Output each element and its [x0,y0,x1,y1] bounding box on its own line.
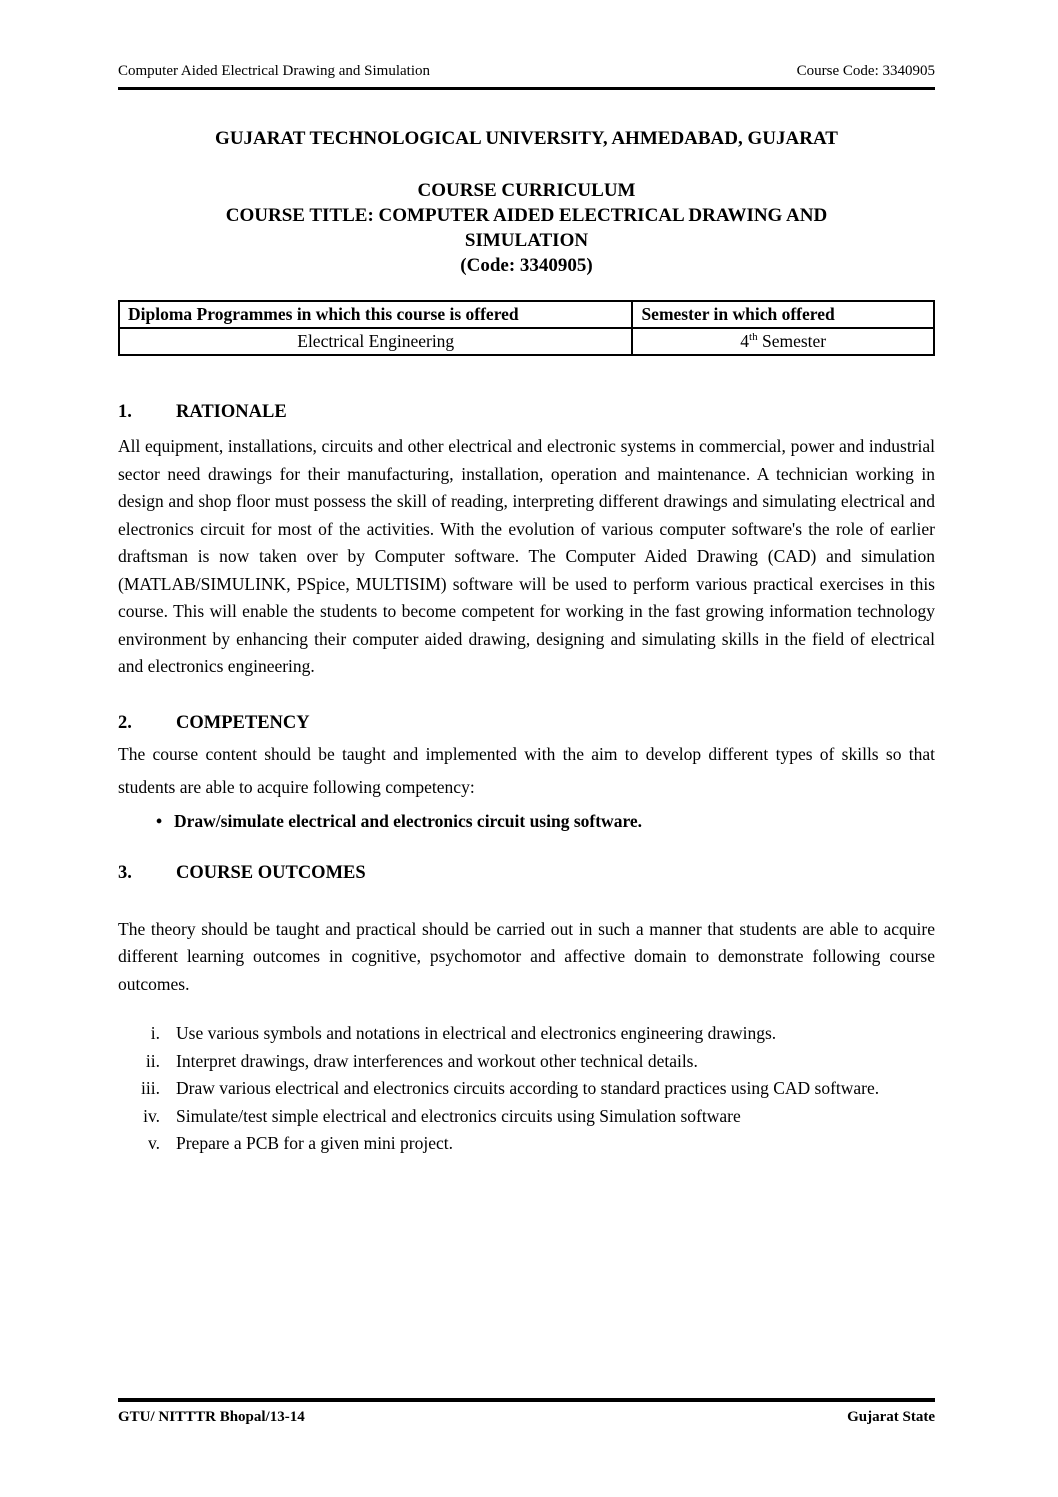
header-course-title: Computer Aided Electrical Drawing and Simulation [118,63,431,79]
university-title: GUJARAT TECHNOLOGICAL UNIVERSITY, AHMEDABAD, GUJARAT [215,128,838,149]
section-heading-rationale [118,400,935,425]
course-curriculum-title: COURSE CURRICULUM [417,180,636,201]
footer-right: Gujarat State [847,1409,935,1425]
competency-paragraph: The course content should be taught and implemented with the aim to develop different types of skills so that students are able to acquire following competency: [118,743,935,797]
offer-table [118,300,935,356]
outcome-item [118,1130,935,1158]
running-footer [118,1398,935,1426]
outcome-text: Prepare a PCB for a given mini project. [176,1133,454,1153]
course-code-line: (Code: 3340905) [460,255,593,276]
competency-bullet-item [156,808,935,835]
header-course-code: Course Code: 3340905 [796,63,935,79]
rationale-paragraph: All equipment, installations, circuits and other electrical and electronic systems in commercial, power and industrial sector need drawings for their manufacturing, installation, operation and maintenance. A technician working in design and shop floor must possess the skill of reading, interpreting different drawings and simulating electrical and electronics circuit for most of the activities. With the evolution of various computer software's the role of earlier draftsman is now taken over by Computer software. The Computer Aided Drawing (CAD) and simulation (MATLAB/SIMULINK, PSpice, MULTISIM) software will be used to perform various practical exercises in this course. This will enable the students to become competent for working in the fast growing information technology environment by enhancing their computer aided drawing, designing and simulating skills in the field of electrical and electronics engineering. [118,436,935,676]
offer-table-header-programmes: Diploma Programmes in which this course is offered [119,301,632,328]
outcome-item [118,1075,935,1103]
outcomes-paragraph: The theory should be taught and practical should be carried out in such a manner that students are able to acquire different learning outcomes in cognitive, psychomotor and affective domain to demonstrate following course outcomes. [118,918,935,994]
section-number-outcomes: 3. [118,862,132,883]
section-title-competency: COMPETENCY [176,712,310,733]
offer-table-header-semester: Semester in which offered [632,301,934,328]
outcome-numeral: ii. [145,1050,160,1071]
outcome-numeral: v. [148,1133,160,1153]
section-title-rationale: RATIONALE [176,402,287,422]
semester-ordinal: th [749,331,758,344]
outcome-numeral: iv. [143,1105,160,1126]
section-heading-outcomes [118,861,935,886]
offer-table-data-row [119,328,934,355]
section-number-rationale: 1. [118,402,132,422]
section-title-outcomes: COURSE OUTCOMES [176,862,366,883]
bullet-icon: • [156,810,163,831]
running-header [118,0,935,90]
semester-label: Semester [757,331,827,351]
outcome-text: Draw various electrical and electronics circuits according to standard practices using CAD software. [176,1078,880,1098]
outcome-item [118,1020,935,1048]
offer-table-programme-cell: Electrical Engineering [119,328,632,355]
outcomes-list [118,1020,935,1158]
outcome-numeral: i. [150,1023,160,1043]
section-number-competency: 2. [118,712,132,733]
competency-bullet-text: Draw/simulate electrical and electronics circuit using software. [174,810,643,831]
page-content [118,0,935,1158]
semester-number: 4 [740,331,750,351]
course-title: COURSE TITLE: COMPUTER AIDED ELECTRICAL DRAWING AND SIMULATION [225,205,828,251]
outcome-text: Interpret drawings, draw interferences and workout other technical details. [176,1050,698,1071]
footer-left: GTU/ NITTTR Bhopal/13-14 [118,1409,305,1425]
title-group [118,178,935,278]
outcome-numeral: iii. [141,1078,160,1098]
offer-table-header-row [119,301,934,328]
outcome-text: Use various symbols and notations in electrical and electronics engineering drawings. [176,1023,777,1043]
outcome-text: Simulate/test simple electrical and electronics circuits using Simulation software [176,1105,741,1126]
section-heading-competency [118,711,935,736]
offer-table-semester-cell [632,328,934,355]
outcome-item [118,1048,935,1076]
outcome-item [118,1103,935,1131]
